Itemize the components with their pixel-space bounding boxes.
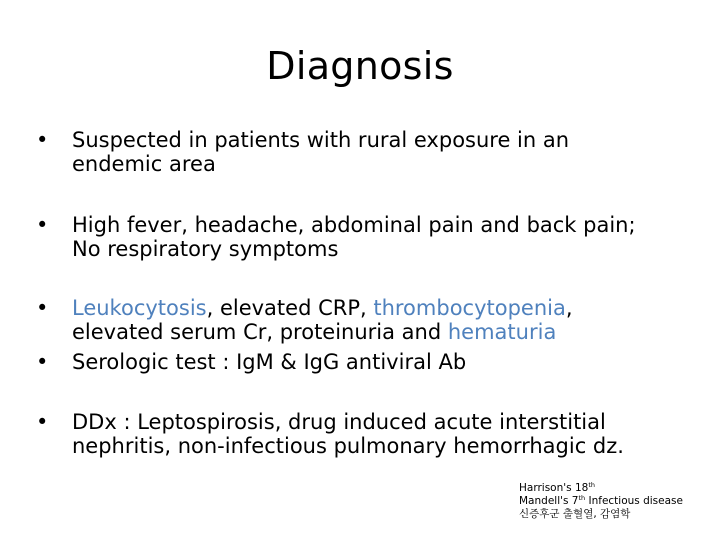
bullet-line: Serologic test : IgM & IgG antiviral Ab: [72, 350, 467, 374]
bullet-line: endemic area: [72, 152, 216, 176]
bullet-line: DDx : Leptospirosis, drug induced acute interstitial: [72, 410, 606, 434]
plain-text: elevated serum Cr, proteinuria and: [72, 320, 448, 344]
bullet-line: [72, 320, 696, 344]
bullet-rural-exposure: [36, 128, 696, 176]
bullet-line: nephritis, non-infectious pulmonary hemorrhagic dz.: [72, 434, 624, 458]
slide-title: Diagnosis: [266, 44, 454, 88]
reference-mandell: Mandell's 7th Infectious disease: [519, 494, 683, 507]
reference-harrison: Harrison's 18th: [519, 481, 595, 494]
bullet-lab-findings: [36, 296, 696, 344]
bullet-marker: •: [36, 128, 49, 152]
bullet-marker: •: [36, 296, 49, 320]
bullet-text: [72, 296, 696, 344]
bullet-symptoms: [36, 213, 696, 261]
bullet-marker: •: [36, 350, 49, 374]
references: [519, 482, 714, 521]
bullet-text: [72, 128, 696, 176]
highlight-term-thrombocytopenia: thrombocytopenia: [373, 296, 566, 320]
bullet-text: [72, 213, 696, 261]
bullet-marker: •: [36, 213, 49, 237]
reference-korean-text: 신증후군 출혈열, 감염학: [519, 508, 631, 520]
bullet-text: [72, 410, 696, 458]
plain-text: , elevated CRP,: [206, 296, 374, 320]
bullet-line: [72, 296, 696, 320]
plain-text: ,: [565, 296, 573, 320]
bullet-serologic-test: [36, 350, 696, 374]
highlight-term-leukocytosis: Leukocytosis: [72, 296, 207, 320]
bullet-ddx: [36, 410, 696, 458]
bullet-line: No respiratory symptoms: [72, 237, 339, 261]
bullet-line: High fever, headache, abdominal pain and back pain;: [72, 213, 636, 237]
bullet-text: [72, 350, 696, 374]
bullet-line: Suspected in patients with rural exposure in an: [72, 128, 570, 152]
bullet-marker: •: [36, 410, 49, 434]
highlight-term-hematuria: hematuria: [447, 320, 557, 344]
